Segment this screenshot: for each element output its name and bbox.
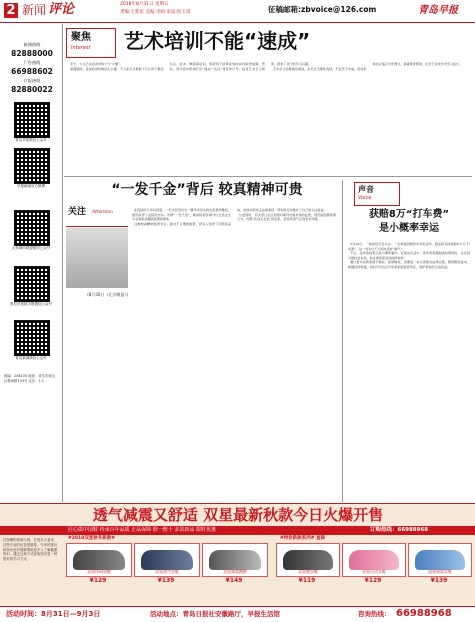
product-name: 双星透气男鞋 xyxy=(155,569,179,574)
shoe-image xyxy=(209,550,261,570)
ad-intro-bar xyxy=(0,526,475,535)
ad-hotline-number: 66988602 xyxy=(11,67,53,76)
subscribe-hotline-label: 订报热线 xyxy=(23,78,41,83)
attention-kicker-sub: Attention xyxy=(92,210,113,215)
page-number: 2 xyxy=(4,3,18,18)
sidebar xyxy=(0,24,63,502)
qr-caption-digital: 青岛早报数字报微信公众号 xyxy=(10,302,52,306)
shoe-advertisement xyxy=(0,503,475,621)
product-card[interactable] xyxy=(408,543,472,577)
ad-section-label-sale: #特价新款系列# 直降 xyxy=(280,536,326,541)
article-publishing-fee xyxy=(66,180,338,500)
news-hotline-label: 新闻热线 xyxy=(23,42,41,47)
ad-intro: 匠心做中国鞋 传承百年品质 正品保障 假一赔十 多款新品 限时优惠 xyxy=(68,527,216,533)
qr-code-digital[interactable] xyxy=(14,266,50,302)
headline-taxi-line-1: 获赔8万“打车费” xyxy=(368,209,450,220)
ad-footer-phone-label: 咨询热线： xyxy=(358,610,391,618)
article-photo xyxy=(66,228,128,288)
product-card[interactable] xyxy=(202,543,268,577)
ad-event-time: 活动时间：8月31日—9月3日 xyxy=(6,610,101,618)
submission-mailbox: 征稿邮箱:zbvoice@126.com xyxy=(268,5,377,14)
shoe-image xyxy=(73,550,125,570)
voice-kicker: 声音 xyxy=(358,185,374,194)
product-card[interactable] xyxy=(342,543,406,577)
shoe-image xyxy=(141,550,193,570)
headline-taxi-line-2: 是小概率幸运 xyxy=(379,223,439,234)
headline-publishing-fee: “一发千金”背后 较真精神可贵 xyxy=(111,182,303,198)
issue-date: 2018年8月31日 星期五 xyxy=(120,2,169,7)
product-price: ¥139 xyxy=(157,577,175,584)
headline-art-training: 艺术培训不能“速成” xyxy=(124,29,311,53)
publisher-address: 邮编：266100 地址：青岛市崂山区株洲路153号 定价：1元 xyxy=(4,374,56,383)
divider-vertical xyxy=(342,180,343,502)
qr-code-wechat[interactable] xyxy=(14,102,50,138)
ad-headline: 透气减震又舒适 双星最新秋款今日火爆开售 xyxy=(92,506,384,524)
article-taxi-body: 8月29日，一则消息引发关注：一名乘客因网约车司机违约，经法院判决获赔8万元“打车费”。这一判决让不少网友直呼“解气”。 不过，这样的结果只是小概率事件。在现实生活中，很多乘客遇到类似情况时，往往因为维权成本高、取证难等原因而选择放弃。 要让更多消费者敢于维权、能够维权，需要进一步完善相关法律法规，降低维权成本，畅通投诉渠道，同时平台也应切实承担起监管责任，保护乘客的合法权益。 xyxy=(348,242,470,269)
product-name: 双星健步鞋 xyxy=(298,569,318,574)
product-name: 双星运动女鞋 xyxy=(362,569,386,574)
article-art-training-body: 乔宁，少儿艺术培训市场十分“火爆”。 暑假期间，各类培训机构招生火爆，不少家长花费数千元让孩子参加书法、美术、舞蹈等培训，希望孩子能够在短时间内取得成绩。然而，部分培训机构打出“速成”“包过”等宣传口号，违背艺术学习规律，损害了孩子的学习兴趣。 艺术学习需要循序渐进，家长应当理性选择，不能急于求成。培训机构也应端正办学理念，尊重教育规律，让孩子在快乐中学习成长。 xyxy=(69,62,463,71)
staff-credits: 责编:王紫星 美编:李晴 审读:侯玉琪 xyxy=(120,10,191,15)
shoe-image xyxy=(283,550,333,570)
ad-event-place: 活动地点：青岛日报社安徽路厅，早报生活馆 xyxy=(150,610,280,618)
product-price: ¥149 xyxy=(225,577,243,584)
ad-side-note: 以按摩的视频为例，在很多人看来，这些专业的信息很重要，专家的建议和资讯也许能够帮助更多人了解健康知识，通过这种方式获取知识是一种很好的学习方式。 xyxy=(3,538,58,562)
ad-phone-label: 订购热线：66988968 xyxy=(370,527,429,533)
product-card[interactable] xyxy=(66,543,132,577)
product-card[interactable] xyxy=(134,543,200,577)
ad-section-label-new: #2018双星秋冬新款# xyxy=(68,536,116,541)
attention-kicker-box xyxy=(66,204,128,227)
qr-caption-qingdao-news: 青岛新闻微信公众号 xyxy=(15,356,47,360)
shoe-image xyxy=(349,550,399,570)
article-art-training xyxy=(66,26,470,174)
product-price: ¥139 xyxy=(430,577,448,584)
attention-kicker: 关注 xyxy=(68,207,87,217)
masthead xyxy=(0,0,475,23)
article-publishing-fee-body: 在连续的几年时间里，一名市民坚持为一篇学术论文的发表费用维权，最终获得了法院的支持。所谓“一发千金”，就是指某些期刊以发表论文为名收取高额版面费的现象。 这种较真精神值得肯定。面对不合理的收费，很多人选择了沉默和妥协，而他却坚持走法律途径，用实际行动维护了自己的合法权益。 与此同时，有关部门也应加强对期刊出版市场的监管，规范版面费收费行为，杜绝“花钱买发表”的乱象，营造风清气正的学术环境。 xyxy=(132,208,336,226)
product-name: 双星休闲男鞋 xyxy=(87,569,111,574)
product-name: 双星减震跑鞋 xyxy=(223,569,247,574)
ad-footer-phone: 66988968 xyxy=(396,608,452,619)
qr-code-alliance[interactable] xyxy=(14,210,50,246)
product-card[interactable] xyxy=(276,543,340,577)
divider-1 xyxy=(64,176,472,177)
focus-kicker: 聚焦 xyxy=(71,32,91,43)
section-title-news: 新闻 xyxy=(22,3,47,17)
qr-caption-alliance: 山东城市联盟微信公众号 xyxy=(11,246,51,250)
subscribe-hotline-number: 82880022 xyxy=(11,85,53,94)
focus-kicker-sub: Interest xyxy=(71,45,91,51)
shoe-image xyxy=(415,550,465,570)
product-name: 双星网面女鞋 xyxy=(428,569,452,574)
product-price: ¥119 xyxy=(298,577,316,584)
ad-hotline-label: 广告热线 xyxy=(23,60,41,65)
section-title-comment: 评论 xyxy=(48,2,75,17)
news-hotline-number: 82888000 xyxy=(11,49,53,58)
qr-caption-wechat: 青岛早报微信公众号 xyxy=(15,138,47,142)
voice-kicker-box xyxy=(354,182,400,206)
qr-code-qingdao-news[interactable] xyxy=(14,320,50,356)
voice-kicker-sub: Voice xyxy=(358,195,372,201)
focus-kicker-box xyxy=(66,28,116,58)
product-price: ¥129 xyxy=(364,577,382,584)
qr-code-weibo[interactable] xyxy=(14,148,50,184)
article-taxi-compensation xyxy=(346,180,472,500)
source-date-note: (8月30日《北京晚报》) xyxy=(87,292,128,297)
paper-logo: 青岛早报 xyxy=(418,5,458,16)
qr-caption-weibo: 早报新闻官方微博 xyxy=(17,184,45,188)
product-price: ¥129 xyxy=(89,577,107,584)
